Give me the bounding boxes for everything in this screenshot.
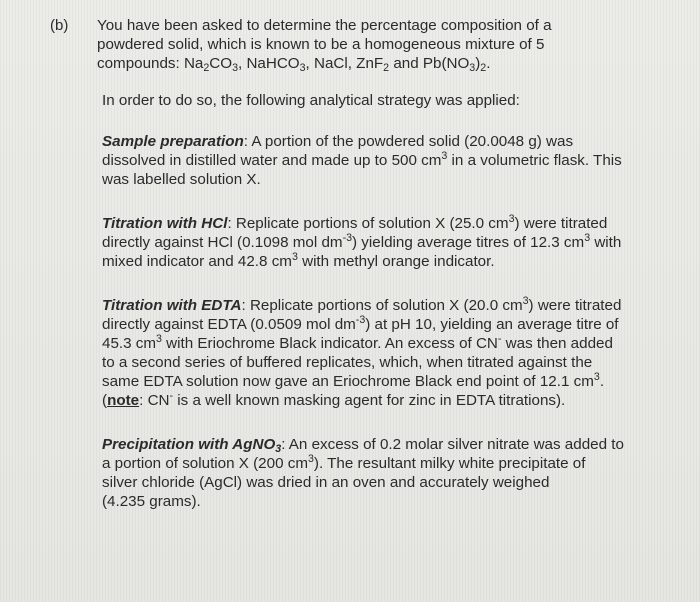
intro-line-2: powdered solid, which is known to be a homogeneous mixture of 5 bbox=[97, 36, 545, 53]
edta-titration-heading: Titration with EDTA bbox=[102, 297, 242, 314]
strategy-paragraph: In order to do so, the following analytical strategy was applied: bbox=[102, 92, 520, 109]
intro-line-3: compounds: $Na_2CO_3$, NaHCO$_3$, NaCl, ZnF$_2$ and $Pb(NO_3)_2$. bbox=[97, 55, 491, 74]
hcl-titration-paragraph: Titration with HCl: Replicate portions of solution X (25.0 $cm^3$) were titrated directly against HCl (0.1098 mol $dm^{-3}$) yielding average titres of 12.3 $cm^3$ with mixed indicator and 42.8 $cm^3$ with methyl orange indicator. bbox=[102, 213, 622, 270]
question-label: (b) bbox=[50, 17, 69, 34]
sample-preparation-heading: Sample preparation bbox=[102, 133, 244, 150]
note-label: note bbox=[107, 392, 140, 409]
sample-preparation-paragraph: Sample preparation: A portion of the powdered solid (20.0048 g) was dissolved in distilled water and made up to 500 $cm^3$ in a volumetric flask. This was labelled solution X. bbox=[102, 133, 622, 188]
intro-line-1: You have been asked to determine the percentage composition of a bbox=[97, 17, 552, 34]
question-body bbox=[97, 16, 657, 511]
intro-paragraph bbox=[97, 16, 657, 73]
hcl-titration-heading: Titration with HCl bbox=[102, 215, 228, 232]
agno3-precipitation-paragraph: Precipitation with AgNO$_3$: An excess of 0.2 molar silver nitrate was added to a portion of solution X (200 $cm^3$). The resultant milky white precipitate of silver chloride (AgCl) was dried in an oven and accurately weighed (4.235 grams). bbox=[102, 436, 624, 510]
edta-titration-paragraph: Titration with EDTA: Replicate portions of solution X (20.0 $cm^3$) were titrated directly against EDTA (0.0509 mol $dm^{-3}$) at pH 10, yielding an average titre of 45.3 $cm^3$ with Eriochrome Black indicator. An excess of CN- was then added to a second series of buffered replicates, which, when titrated against the same EDTA solution now gave an Eriochrome Black end point of 12.1 $cm^3$. (note: CN- is a well known masking agent for zinc in EDTA titrations). bbox=[102, 295, 622, 409]
agno3-precipitation-heading: Precipitation with AgNO$_3$ bbox=[102, 436, 282, 455]
